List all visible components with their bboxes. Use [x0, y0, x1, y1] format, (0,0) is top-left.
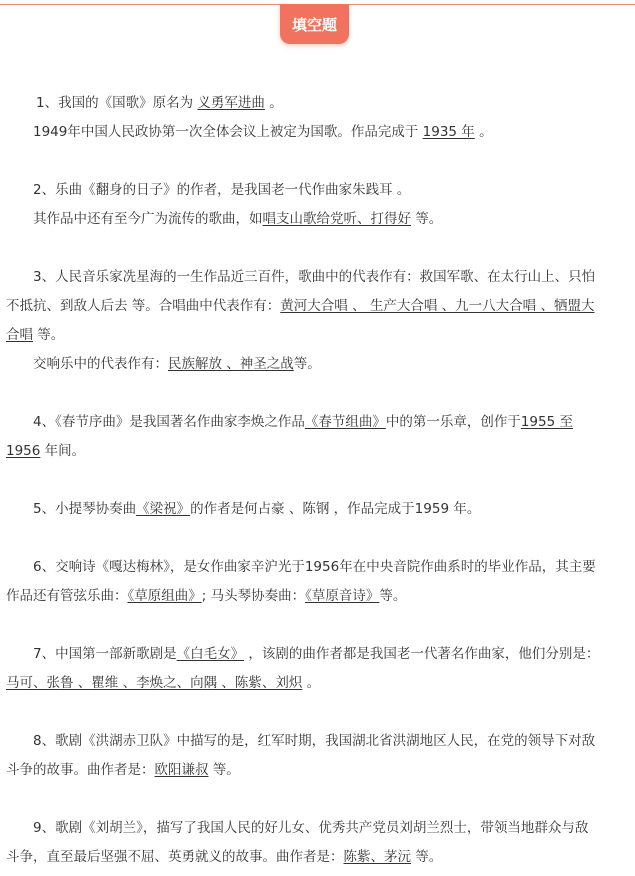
q3-line1: 3、人民音乐家冼星海的一生作品近三百件，歌曲中的代表作有：救国军歌、在太行山上、只怕 — [33, 269, 596, 285]
q1-line1: 1、我国的《国歌》原名为 义勇军进曲 。 — [36, 95, 283, 111]
q9-line1: 9、歌剧《刘胡兰》，描写了我国人民的好儿女、优秀共产党员刘胡兰烈士，带领当地群众与敌 — [33, 820, 589, 836]
q5-answer1: 《梁祝》 — [136, 501, 191, 517]
q4-answer1: 《春节组曲》 — [304, 414, 386, 430]
q1-line2: 1949年中国人民政协第一次全体会议上被定为国歌。作品完成于 1935 年 。 — [33, 124, 493, 140]
q1-answer2: 1935 年 — [422, 124, 475, 140]
q3-answer1-cont: 合唱 — [6, 327, 33, 343]
q8-line1: 8、歌剧《洪湖赤卫队》中描写的是，红军时期，我国湖北省洪湖地区人民，在党的领导下对敌 — [33, 733, 596, 749]
q7-line2: 马可、张鲁 、瞿维 、李焕之、向隅 、陈紫、刘炽 。 — [6, 675, 321, 691]
q2-answer1: 唱支山歌给党听、打得好 — [262, 211, 411, 227]
q9-answer1: 陈紫、茅沅 — [343, 849, 411, 865]
q1-answer1: 义勇军进曲 — [197, 95, 265, 111]
q6-answer1: 《草原组曲》 — [127, 588, 202, 604]
q4-line1: 4、《春节序曲》是我国著名作曲家李焕之作品《春节组曲》中的第一乐章，创作于1955 至 — [33, 414, 573, 430]
q6-line2: 作品还有管弦乐曲：《草原组曲》; 马头琴协奏曲：《草原音诗》等。 — [6, 588, 407, 604]
q2-line1: 2、乐曲《翻身的日子》的作者，是我国老一代作曲家朱践耳 。 — [33, 182, 411, 198]
q3-answer1: 黄河大合唱 、 生产大合唱 、九一八大合唱 、牺盟大 — [280, 298, 595, 314]
q7-line1: 7、中国第一部新歌剧是《白毛女》 ，该剧的曲作者都是我国老一代著名作曲家，他们分别是： — [33, 646, 600, 662]
q3-line2: 不抵抗、到敌人后去 等。合唱曲中代表作有：黄河大合唱 、 生产大合唱 、九一八大合唱 、牺盟大 — [6, 298, 595, 314]
q7-answer1: 《白毛女》 — [176, 646, 245, 662]
q8-line2: 斗争的故事。曲作者是：欧阳谦叔 等。 — [6, 762, 240, 778]
q3-line4: 交响乐中的代表作有：民族解放 、神圣之战等。 — [33, 356, 321, 372]
section-badge: 填空题 — [280, 4, 349, 44]
q8-answer1: 欧阳谦叔 — [154, 762, 209, 778]
q2-line2: 其作品中还有至今广为流传的歌曲，如唱支山歌给党听、打得好 等。 — [33, 211, 443, 227]
q3-line3: 合唱 等。 — [6, 327, 65, 343]
q4-line2: 1956 年间。 — [6, 443, 86, 459]
q5-line1: 5、小提琴协奏曲《梁祝》的作者是何占豪 、陈钢 ，作品完成于1959 年。 — [33, 501, 481, 517]
q4-answer2: 1955 至 — [520, 414, 573, 430]
q6-line1: 6、交响诗《嘎达梅林》，是女作曲家辛沪光于1956年在中央音院作曲系时的毕业作品，其主要 — [33, 559, 596, 575]
q3-answer2: 民族解放 、神圣之战 — [168, 356, 294, 372]
q7-answer2: 马可、张鲁 、瞿维 、李焕之、向隅 、陈紫、刘炽 — [6, 675, 303, 691]
q4-answer2-cont: 1956 — [6, 443, 41, 459]
q9-line2: 斗争，直至最后坚强不屈、英勇就义的故事。曲作者是：陈紫、茅沅 等。 — [6, 849, 443, 865]
q6-answer2: 《草原音诗》 — [305, 588, 380, 604]
